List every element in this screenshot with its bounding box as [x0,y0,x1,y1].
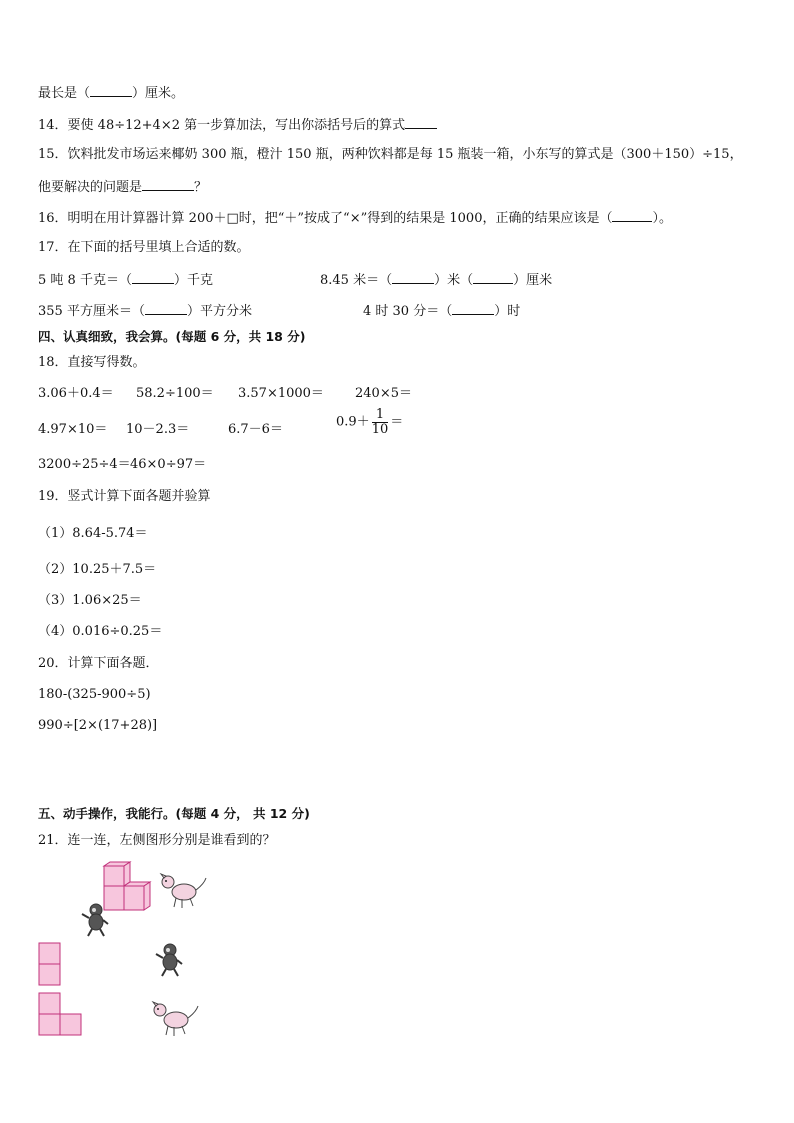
answer-blank[interactable] [90,84,132,97]
question-19-title: 19．竖式计算下面各题并验算 [38,489,211,504]
calc-item: 6.7－6＝ [228,422,283,437]
calc-item-fraction: 0.9＋ $\frac{1}{10}$ ＝ [336,407,404,437]
question-21-title: 21．连一连，左侧图形分别是谁看到的？ [38,833,276,848]
question-19-item: （4）0.016÷0.25＝ [38,624,163,639]
answer-blank[interactable] [612,209,652,222]
question-19-item: （3）1.06×25＝ [38,593,142,608]
calc-item: 4.97×10＝ [38,422,108,437]
answer-blank[interactable] [132,271,174,284]
question-18-title: 18．直接写得数。 [38,355,146,370]
answer-blank[interactable] [405,116,437,129]
question-14: 14．要使 48÷12+4×2 第一步算加法，写出你添括号后的算式 [38,116,437,134]
q13-tail: 最长是（ ）厘米。 [38,86,185,101]
calc-item: 3200÷25÷4＝ [38,457,131,472]
section-5-title: 五、动手操作，我能行。(每题 4 分， 共 12 分) [38,806,310,821]
calc-item: 3.57×1000＝ [238,386,324,401]
dog-icon [152,998,200,1038]
question-17-d: 4 时 30 分＝（ ）时 [363,304,521,319]
question-15-line2: 他要解决的问题是 ？ [38,180,208,195]
answer-blank[interactable] [452,302,494,315]
calc-item: 58.2÷100＝ [136,386,214,401]
two-square-view-figure [38,942,62,986]
calc-item: 3.06＋0.4＝ [38,386,114,401]
question-15-line1: 15．饮料批发市场运来椰奶 300 瓶，橙汁 150 瓶，两种饮料都是每 15 瓶装一箱，小东写的算式是（300＋150）÷15， [38,147,743,162]
calc-item: 10－2.3＝ [126,422,190,437]
calc-item: 46×0÷97＝ [130,457,207,472]
dog-icon [160,870,208,910]
fraction-denominator: 10 [371,422,389,437]
question-20-item: 180-(325-900÷5) [38,687,151,702]
fraction [372,408,389,437]
calc-item: 240×5＝ [355,386,412,401]
section-4-title: 四、认真细致，我会算。(每题 6 分，共 18 分) [38,329,306,344]
question-17-title: 17．在下面的括号里填上合适的数。 [38,240,250,255]
monkey-icon [152,942,188,978]
question-19-item: （1）8.64-5.74＝ [38,526,148,541]
answer-blank[interactable] [145,302,187,315]
question-17-c: 355 平方厘米＝（ ）平方分米 [38,304,252,319]
question-20-title: 20．计算下面各题． [38,656,159,671]
question-17-b: 8.45 米＝（ ）米（ ）厘米 [320,273,553,288]
fraction-numerator: 1 [372,408,389,423]
question-16: 16．明明在用计算器计算 200＋□时，把“＋”按成了“×”得到的结果是 1000，正确的结果应该是（ ）。 [38,211,672,226]
answer-blank[interactable] [473,271,513,284]
answer-blank[interactable] [392,271,434,284]
answer-blank[interactable] [142,178,194,191]
question-19-item: （2）10.25＋7.5＝ [38,562,157,577]
question-17-a: 5 吨 8 千克＝（ ）千克 [38,273,213,288]
question-20-item: 990÷[2×(17+28)] [38,718,158,733]
l-shape-view-figure [38,992,82,1036]
monkey-icon [78,902,114,938]
